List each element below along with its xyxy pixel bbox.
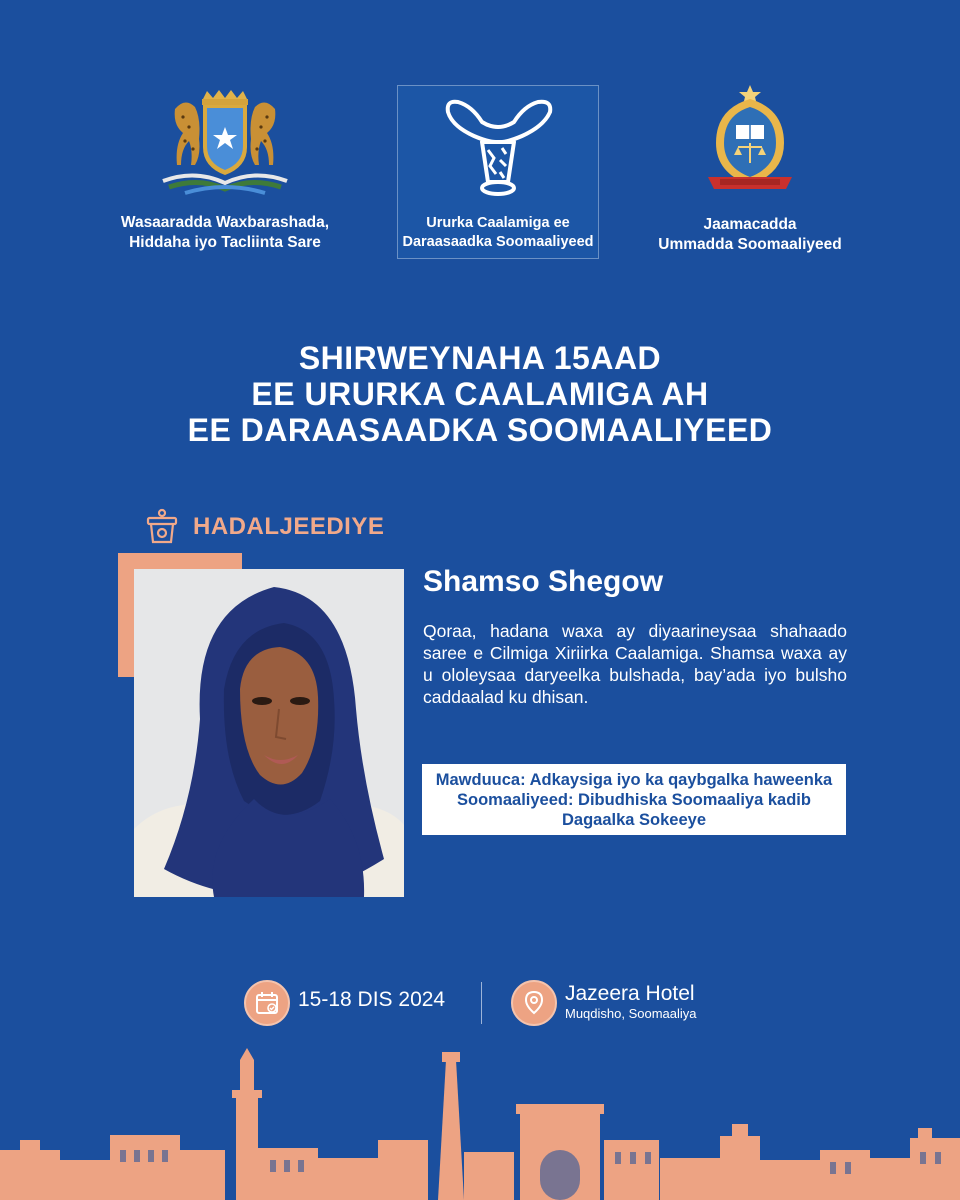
city-skyline-illustration — [0, 1040, 960, 1200]
talk-topic: Mawduuca: Adkaysiga iyo ka qaybgalka haweenka Soomaaliyeed: Dibudhiska Soomaaliya kadib Dagaalka Sokeeye — [422, 764, 846, 835]
calendar-icon — [254, 990, 280, 1016]
headrest-icon — [438, 92, 558, 202]
venue-city: Muqdisho, Soomaaliya — [565, 1006, 697, 1021]
title-line1: SHIRWEYNAHA 15AAD — [298, 340, 662, 376]
somalia-coat-of-arms-icon — [155, 89, 295, 199]
university-caption-line1: Jaamacadda — [703, 216, 797, 233]
university-seal-icon — [700, 85, 800, 199]
speaker-label-row — [143, 507, 384, 547]
speaker-bio: Qoraa, hadana waxa ay diyaarineysaa shahaado saree e Cilmiga Xiriirka Caalamiga. Shamsa waxa ay u ololeysaa daryeelka bulshada, bay’ada iyo bulsho caddaalad ku dhisan. — [423, 621, 847, 707]
ministry-caption-line1: Wasaaradda Waxbarashada, — [120, 214, 330, 231]
speaker-photo — [134, 569, 404, 897]
speaker-name: Shamso Shegow — [423, 565, 664, 598]
speaker-label: HADALJEEDIYE — [193, 513, 385, 540]
title-line3: EE DARAASAADKA SOOMAALIYEED — [187, 412, 773, 448]
date-badge — [244, 980, 290, 1026]
podium-icon — [143, 508, 181, 546]
venue-name: Jazeera Hotel — [565, 982, 695, 1005]
location-pin-icon — [521, 990, 547, 1016]
association-caption-line1: Ururka Caalamiga ee — [426, 215, 570, 231]
event-date: 15-18 DIS 2024 — [298, 988, 446, 1011]
association-caption-line2: Daraasaadka Soomaaliyeed — [402, 234, 594, 250]
location-badge — [511, 980, 557, 1026]
university-caption-line2: Ummadda Soomaaliyeed — [658, 236, 842, 253]
ministry-logo — [105, 85, 345, 253]
title-line2: EE URURKA CAALAMIGA AH — [251, 376, 709, 412]
ministry-caption-line2: Hiddaha iyo Tacliinta Sare — [129, 234, 321, 251]
association-logo — [397, 85, 599, 259]
university-logo — [630, 85, 870, 255]
conference-title — [0, 340, 960, 448]
footer-divider — [481, 982, 482, 1024]
